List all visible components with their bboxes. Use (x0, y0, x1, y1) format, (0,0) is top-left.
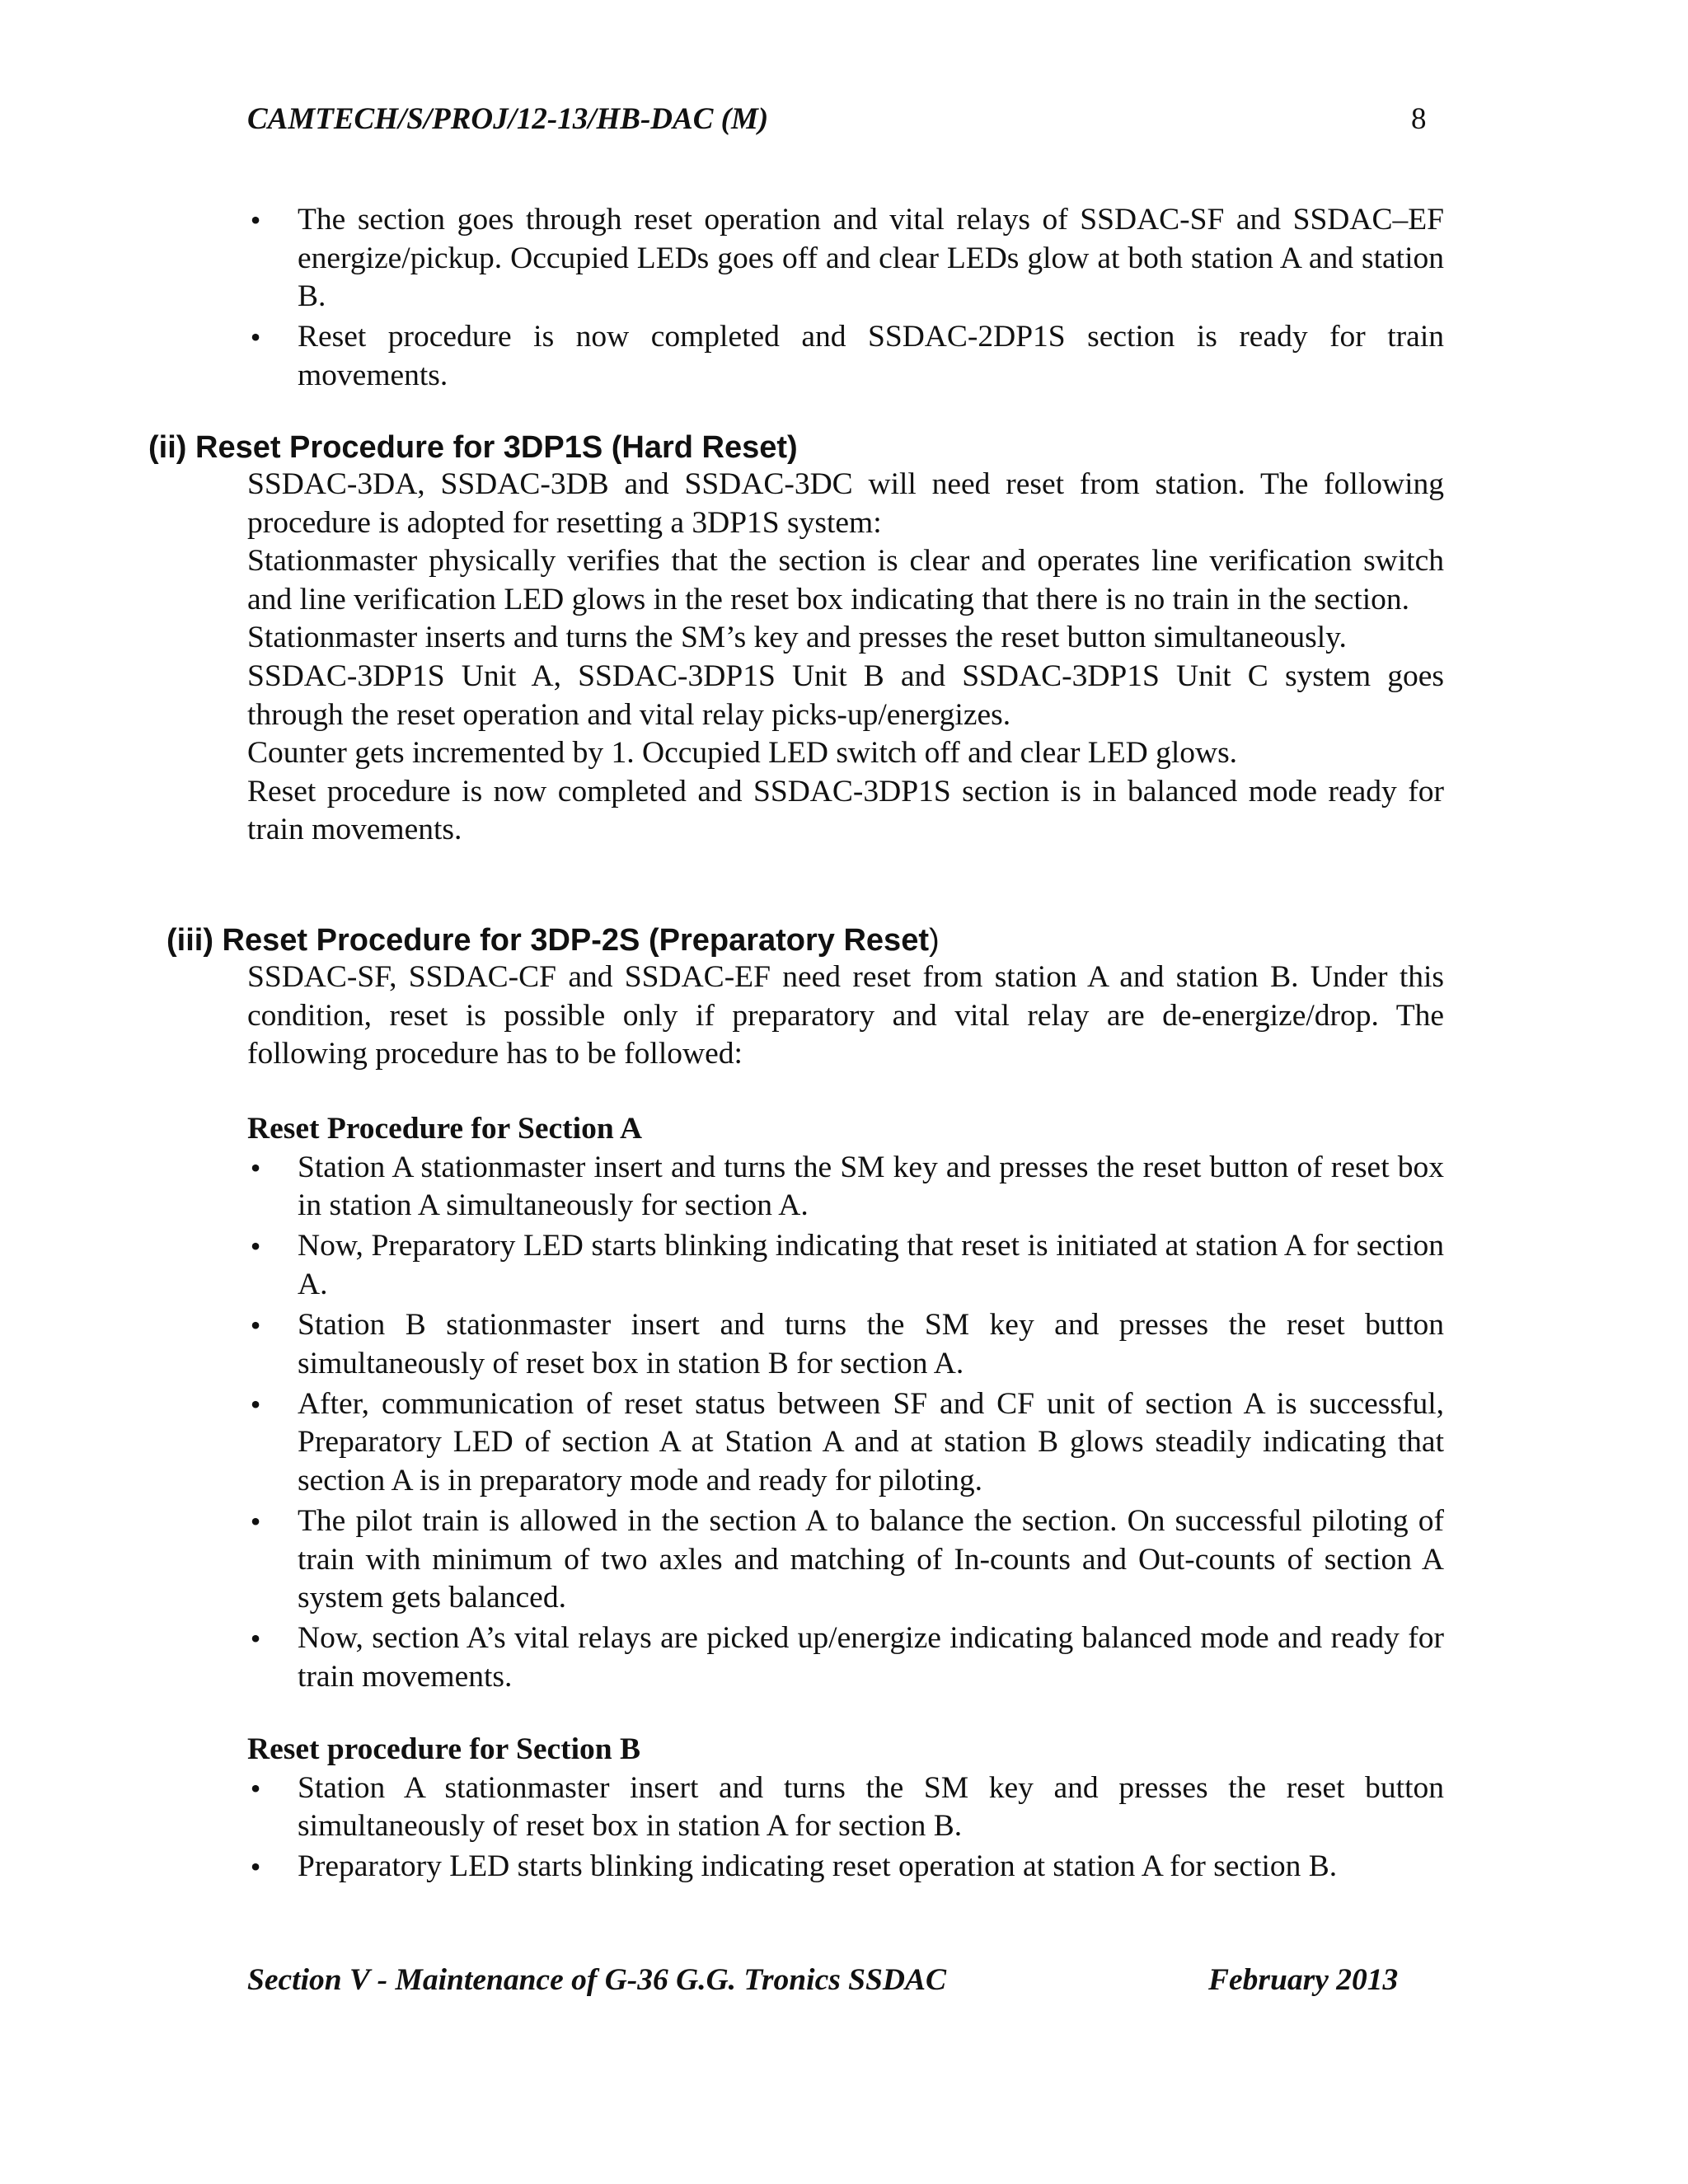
section-ii-heading (148, 427, 798, 468)
paragraph: Counter gets incremented by 1. Occupied LED switch off and clear LED glows. (247, 736, 1238, 771)
section-a-heading: Reset Procedure for Section A (247, 1112, 643, 1146)
intro-bullets (247, 201, 1444, 397)
section-ii-number: (ii) (148, 430, 187, 465)
document-code: CAMTECH/S/PROJ/12-13/HB-DAC (M) (247, 102, 769, 136)
footer-date: February 2013 (1208, 1963, 1399, 1997)
bullet-icon: • (250, 1622, 261, 1656)
bullet-icon: • (250, 204, 261, 237)
list-item: • Station A stationmaster insert and turns the SM key and presses the reset button simultaneously of reset box in station A for section B. (247, 1769, 1444, 1846)
paragraph: Stationmaster inserts and turns the SM’s key and presses the reset button simultaneously. (247, 621, 1347, 655)
paragraph: SSDAC-3DA, SSDAC-3DB and SSDAC-3DC will need reset from station. The following procedure is adopted for resetting a 3DP1S system: (247, 467, 1444, 540)
bullet-icon: • (250, 1308, 261, 1342)
paragraph: SSDAC-3DP1S Unit A, SSDAC-3DP1S Unit B and SSDAC-3DP1S Unit C system goes through the reset operation and vital relay picks-up/energizes. (247, 658, 1444, 732)
list-item: • Station A stationmaster insert and turns the SM key and presses the reset button of reset box in station A simultaneously for section A. (247, 1149, 1444, 1226)
list-item: • Now, section A’s vital relays are picked up/energize indicating balanced mode and ready for train movements. (247, 1619, 1444, 1696)
section-a (247, 1110, 1444, 1699)
footer-section-title: Section V - Maintenance of G-36 G.G. Tronics SSDAC (247, 1963, 946, 1997)
section-iii-intro (247, 958, 1444, 1074)
bullet-icon: • (250, 1850, 261, 1884)
list-item: • Now, Preparatory LED starts blinking indicating that reset is initiated at station A for section A. (247, 1227, 1444, 1304)
list-item: • Station B stationmaster insert and turns the SM key and presses the reset button simultaneously of reset box in station B for section A. (247, 1306, 1444, 1383)
bullet-icon: • (250, 1771, 261, 1805)
list-item: • After, communication of reset status between SF and CF unit of section A is successful, Preparatory LED of section A at Station A and at station B glows steadily indicating that section A is in preparatory mode and ready for piloting. (247, 1385, 1444, 1501)
page-number: 8 (1411, 102, 1427, 136)
list-item: • The pilot train is allowed in the section A to balance the section. On successful piloting of train with minimum of two axles and matching of In-counts and Out-counts of section A system gets balanced. (247, 1502, 1444, 1618)
section-ii-body (247, 466, 1444, 850)
section-iii-title: Reset Procedure for 3DP-2S (Preparatory Reset (222, 923, 929, 958)
section-b (247, 1731, 1444, 1888)
bullet-icon: • (250, 1387, 261, 1421)
section-iii-heading (166, 920, 940, 961)
paragraph: Reset procedure is now completed and SSDAC-3DP1S section is in balanced mode ready for train movements. (247, 774, 1444, 847)
section-iii-title-close: ) (928, 923, 940, 958)
paragraph: Stationmaster physically verifies that the section is clear and operates line verification switch and line verification LED glows in the reset box indicating that there is no train in the section. (247, 544, 1444, 616)
bullet-icon: • (250, 1230, 261, 1263)
paragraph: SSDAC-SF, SSDAC-CF and SSDAC-EF need reset from station A and station B. Under this condition, reset is possible only if preparatory and vital relay are de-energize/drop. The following procedure has to be followed: (247, 960, 1444, 1071)
bullet-icon: • (250, 1504, 261, 1538)
list-item: • Reset procedure is now completed and SSDAC-2DP1S section is ready for train movements. (247, 318, 1444, 395)
bullet-icon: • (250, 1151, 261, 1184)
section-ii-title: Reset Procedure for 3DP1S (Hard Reset) (195, 430, 798, 465)
section-iii-number: (iii) (166, 923, 213, 958)
section-b-heading: Reset procedure for Section B (247, 1732, 641, 1766)
list-item: • Preparatory LED starts blinking indicating reset operation at station A for section B. (247, 1848, 1444, 1886)
bullet-icon: • (250, 321, 261, 354)
list-item: • The section goes through reset operation and vital relays of SSDAC-SF and SSDAC–EF energize/pickup. Occupied LEDs goes off and clear LEDs glow at both station A and station B. (247, 201, 1444, 316)
